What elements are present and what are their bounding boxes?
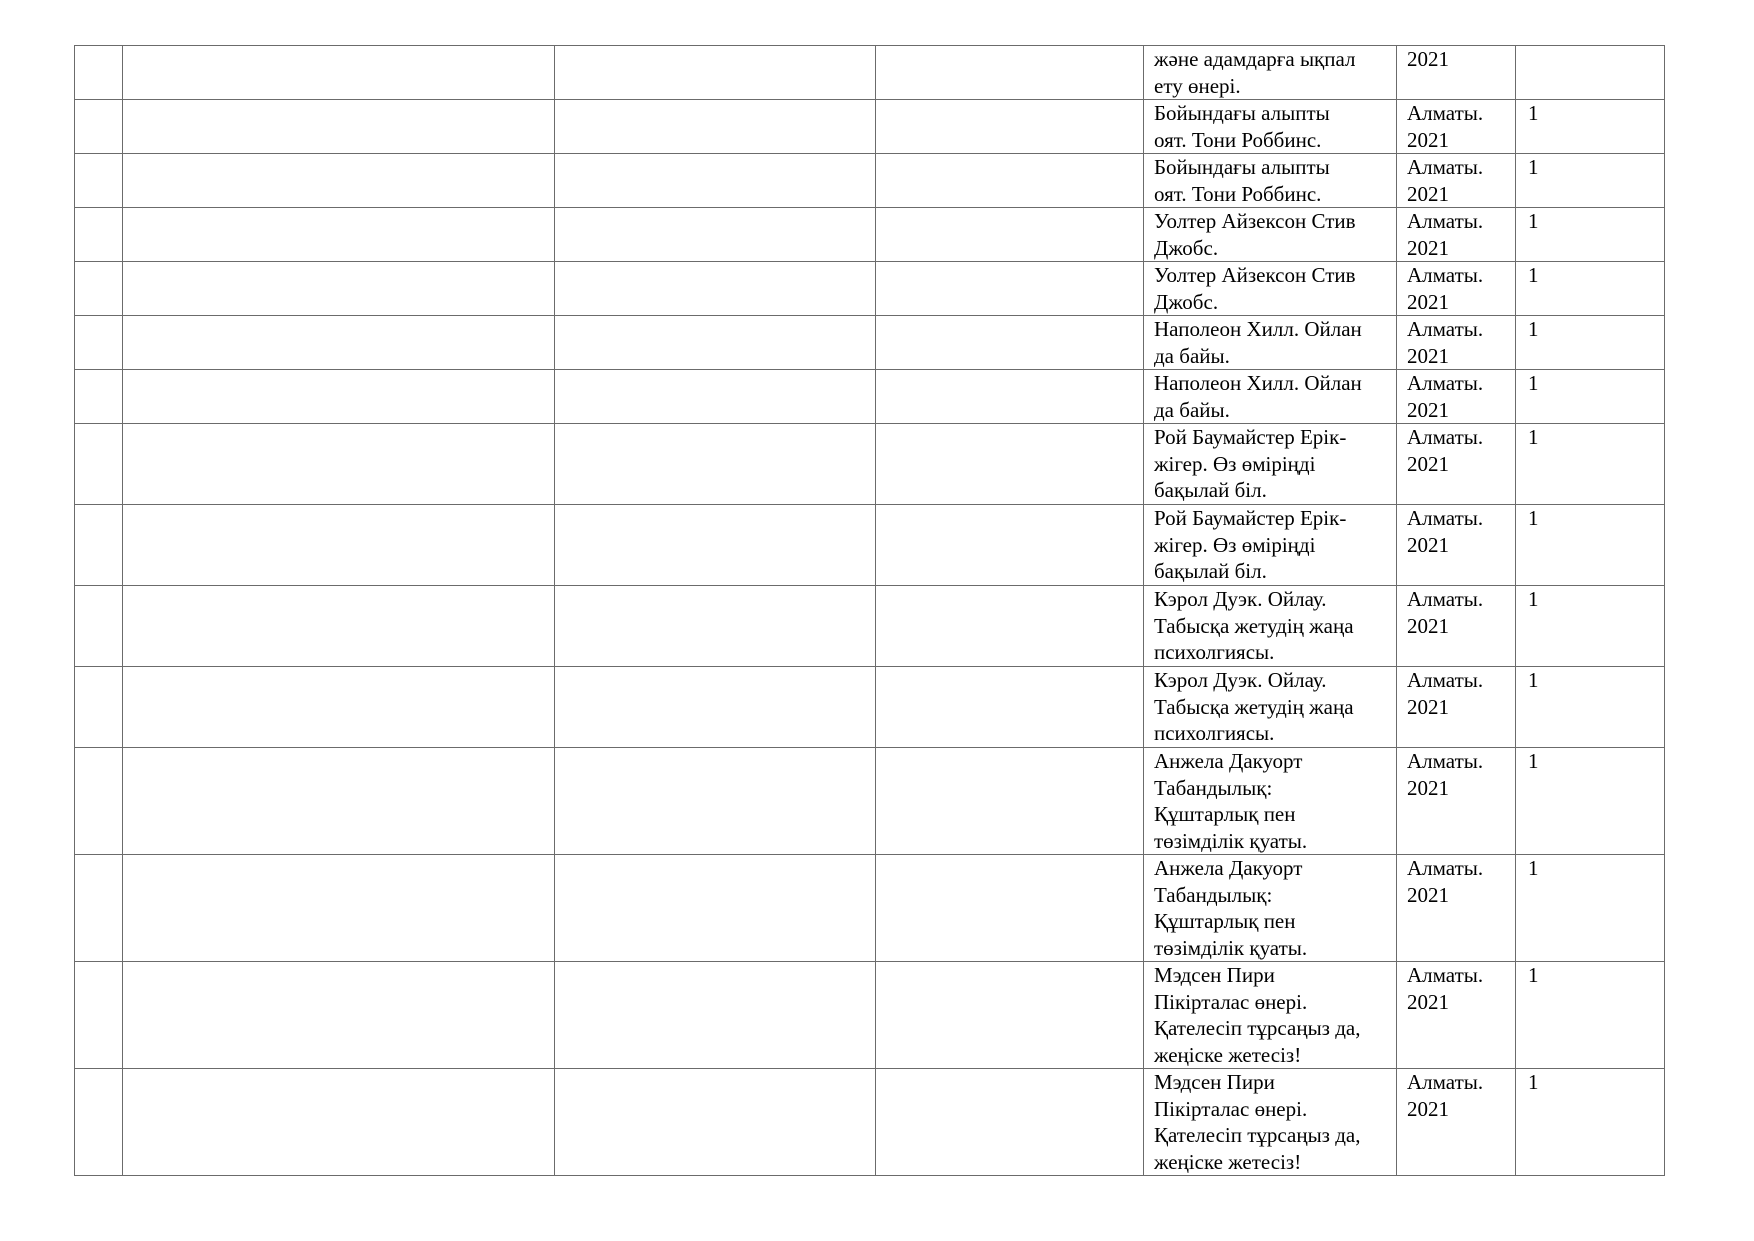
number-cell bbox=[75, 262, 123, 316]
table-row bbox=[75, 46, 1665, 100]
book-title-cell bbox=[1144, 586, 1397, 667]
publisher-year: Алматы. 2021 bbox=[1407, 317, 1484, 368]
empty-cell-2 bbox=[555, 748, 876, 855]
quantity: 1 bbox=[1528, 749, 1539, 773]
publisher-cell bbox=[1397, 505, 1516, 586]
book-title-cell bbox=[1144, 748, 1397, 855]
publisher-year: Алматы. 2021 bbox=[1407, 963, 1484, 1014]
empty-cell-1 bbox=[123, 370, 555, 424]
quantity: 1 bbox=[1528, 587, 1539, 611]
number-cell bbox=[75, 100, 123, 154]
number-cell bbox=[75, 855, 123, 962]
publisher-cell bbox=[1397, 316, 1516, 370]
empty-cell-3 bbox=[876, 586, 1144, 667]
publisher-year: Алматы. 2021 bbox=[1407, 425, 1484, 476]
book-title: Уолтер Айзексон Стив Джобс. bbox=[1154, 263, 1356, 314]
book-title: Анжела Дакуорт Табандылық: Құштарлық пен төзімділік қуаты. bbox=[1154, 749, 1308, 853]
empty-cell-1 bbox=[123, 100, 555, 154]
number-cell bbox=[75, 1069, 123, 1176]
book-title: Наполеон Хилл. Ойлан да байы. bbox=[1154, 371, 1362, 422]
book-title-cell bbox=[1144, 154, 1397, 208]
empty-cell-3 bbox=[876, 154, 1144, 208]
quantity: 1 bbox=[1528, 101, 1539, 125]
quantity: 1 bbox=[1528, 155, 1539, 179]
quantity-cell bbox=[1516, 1069, 1665, 1176]
quantity: 1 bbox=[1528, 317, 1539, 341]
book-title-cell bbox=[1144, 424, 1397, 505]
book-title: Уолтер Айзексон Стив Джобс. bbox=[1154, 209, 1356, 260]
empty-cell-1 bbox=[123, 316, 555, 370]
quantity-cell bbox=[1516, 316, 1665, 370]
empty-cell-1 bbox=[123, 208, 555, 262]
empty-cell-3 bbox=[876, 748, 1144, 855]
table-row bbox=[75, 316, 1665, 370]
empty-cell-2 bbox=[555, 667, 876, 748]
quantity-cell bbox=[1516, 262, 1665, 316]
number-cell bbox=[75, 316, 123, 370]
book-title: Бойындағы алыпты оят. Тони Роббинс. bbox=[1154, 155, 1330, 206]
publisher-year: Алматы. 2021 bbox=[1407, 587, 1484, 638]
quantity-cell bbox=[1516, 667, 1665, 748]
book-title: Кэрол Дуэк. Ойлау. Табысқа жетудің жаңа психолгиясы. bbox=[1154, 668, 1354, 745]
empty-cell-1 bbox=[123, 586, 555, 667]
publisher-cell bbox=[1397, 370, 1516, 424]
table-row bbox=[75, 667, 1665, 748]
publisher-cell bbox=[1397, 586, 1516, 667]
quantity-cell bbox=[1516, 586, 1665, 667]
quantity: 1 bbox=[1528, 263, 1539, 287]
publisher-year: Алматы. 2021 bbox=[1407, 856, 1484, 907]
quantity: 1 bbox=[1528, 506, 1539, 530]
number-cell bbox=[75, 208, 123, 262]
number-cell bbox=[75, 46, 123, 100]
book-title: Бойындағы алыпты оят. Тони Роббинс. bbox=[1154, 101, 1330, 152]
publisher-cell bbox=[1397, 262, 1516, 316]
empty-cell-2 bbox=[555, 1069, 876, 1176]
empty-cell-1 bbox=[123, 748, 555, 855]
table-row bbox=[75, 586, 1665, 667]
number-cell bbox=[75, 748, 123, 855]
book-title-cell bbox=[1144, 370, 1397, 424]
table-row bbox=[75, 855, 1665, 962]
quantity-cell bbox=[1516, 962, 1665, 1069]
empty-cell-3 bbox=[876, 1069, 1144, 1176]
empty-cell-1 bbox=[123, 667, 555, 748]
number-cell bbox=[75, 586, 123, 667]
book-title: Анжела Дакуорт Табандылық: Құштарлық пен төзімділік қуаты. bbox=[1154, 856, 1308, 960]
number-cell bbox=[75, 154, 123, 208]
empty-cell-1 bbox=[123, 154, 555, 208]
table-row bbox=[75, 748, 1665, 855]
publisher-year: Алматы. 2021 bbox=[1407, 155, 1484, 206]
book-title: Рой Баумайстер Ерік- жігер. Өз өміріңді бақылай біл. bbox=[1154, 425, 1347, 502]
empty-cell-2 bbox=[555, 316, 876, 370]
quantity-cell bbox=[1516, 505, 1665, 586]
quantity: 1 bbox=[1528, 209, 1539, 233]
empty-cell-1 bbox=[123, 46, 555, 100]
table-row bbox=[75, 100, 1665, 154]
number-cell bbox=[75, 962, 123, 1069]
empty-cell-3 bbox=[876, 316, 1144, 370]
empty-cell-1 bbox=[123, 505, 555, 586]
book-title-cell bbox=[1144, 1069, 1397, 1176]
empty-cell-2 bbox=[555, 208, 876, 262]
empty-cell-2 bbox=[555, 855, 876, 962]
publisher-cell bbox=[1397, 1069, 1516, 1176]
empty-cell-1 bbox=[123, 1069, 555, 1176]
book-title-cell bbox=[1144, 855, 1397, 962]
quantity: 1 bbox=[1528, 668, 1539, 692]
publisher-year: Алматы. 2021 bbox=[1407, 668, 1484, 719]
publisher-cell bbox=[1397, 424, 1516, 505]
publisher-cell bbox=[1397, 667, 1516, 748]
publisher-cell bbox=[1397, 962, 1516, 1069]
empty-cell-1 bbox=[123, 424, 555, 505]
empty-cell-3 bbox=[876, 855, 1144, 962]
empty-cell-3 bbox=[876, 208, 1144, 262]
quantity: 1 bbox=[1528, 425, 1539, 449]
book-title: Кэрол Дуэк. Ойлау. Табысқа жетудің жаңа психолгиясы. bbox=[1154, 587, 1354, 664]
table-row bbox=[75, 208, 1665, 262]
number-cell bbox=[75, 424, 123, 505]
empty-cell-2 bbox=[555, 100, 876, 154]
book-title-cell bbox=[1144, 208, 1397, 262]
empty-cell-3 bbox=[876, 962, 1144, 1069]
book-title: Мэдсен Пири Пікірталас өнері. Қателесіп тұрсаңыз да, жеңіске жетесіз! bbox=[1154, 1070, 1361, 1174]
quantity-cell bbox=[1516, 46, 1665, 100]
empty-cell-3 bbox=[876, 262, 1144, 316]
publisher-year: Алматы. 2021 bbox=[1407, 749, 1484, 800]
empty-cell-3 bbox=[876, 424, 1144, 505]
publisher-year: 2021 bbox=[1407, 47, 1449, 71]
publisher-year: Алматы. 2021 bbox=[1407, 101, 1484, 152]
table-row bbox=[75, 505, 1665, 586]
quantity: 1 bbox=[1528, 856, 1539, 880]
empty-cell-2 bbox=[555, 46, 876, 100]
book-title-cell bbox=[1144, 667, 1397, 748]
empty-cell-2 bbox=[555, 962, 876, 1069]
quantity: 1 bbox=[1528, 963, 1539, 987]
publisher-year: Алматы. 2021 bbox=[1407, 209, 1484, 260]
empty-cell-1 bbox=[123, 855, 555, 962]
table-row bbox=[75, 370, 1665, 424]
publisher-year: Алматы. 2021 bbox=[1407, 371, 1484, 422]
book-title-cell bbox=[1144, 505, 1397, 586]
number-cell bbox=[75, 370, 123, 424]
table-row bbox=[75, 1069, 1665, 1176]
publisher-cell bbox=[1397, 100, 1516, 154]
publisher-cell bbox=[1397, 154, 1516, 208]
publisher-year: Алматы. 2021 bbox=[1407, 506, 1484, 557]
table-row bbox=[75, 154, 1665, 208]
publisher-cell bbox=[1397, 208, 1516, 262]
quantity-cell bbox=[1516, 208, 1665, 262]
empty-cell-3 bbox=[876, 505, 1144, 586]
empty-cell-2 bbox=[555, 154, 876, 208]
quantity-cell bbox=[1516, 748, 1665, 855]
publisher-cell bbox=[1397, 748, 1516, 855]
quantity-cell bbox=[1516, 424, 1665, 505]
book-title-cell bbox=[1144, 962, 1397, 1069]
quantity-cell bbox=[1516, 154, 1665, 208]
empty-cell-3 bbox=[876, 370, 1144, 424]
quantity: 1 bbox=[1528, 1070, 1539, 1094]
empty-cell-2 bbox=[555, 424, 876, 505]
quantity-cell bbox=[1516, 370, 1665, 424]
book-title-cell bbox=[1144, 46, 1397, 100]
empty-cell-2 bbox=[555, 262, 876, 316]
publisher-cell bbox=[1397, 46, 1516, 100]
publisher-cell bbox=[1397, 855, 1516, 962]
book-title: Наполеон Хилл. Ойлан да байы. bbox=[1154, 317, 1362, 368]
book-title-cell bbox=[1144, 100, 1397, 154]
book-title-cell bbox=[1144, 262, 1397, 316]
empty-cell-2 bbox=[555, 370, 876, 424]
quantity-cell bbox=[1516, 100, 1665, 154]
table-row bbox=[75, 962, 1665, 1069]
book-title: Рой Баумайстер Ерік- жігер. Өз өміріңді бақылай біл. bbox=[1154, 506, 1347, 583]
number-cell bbox=[75, 667, 123, 748]
book-title: және адамдарға ықпал ету өнері. bbox=[1154, 47, 1356, 98]
number-cell bbox=[75, 505, 123, 586]
quantity: 1 bbox=[1528, 371, 1539, 395]
empty-cell-3 bbox=[876, 100, 1144, 154]
table-body bbox=[75, 46, 1665, 1176]
empty-cell-3 bbox=[876, 667, 1144, 748]
empty-cell-1 bbox=[123, 262, 555, 316]
empty-cell-3 bbox=[876, 46, 1144, 100]
publisher-year: Алматы. 2021 bbox=[1407, 1070, 1484, 1121]
table-row bbox=[75, 424, 1665, 505]
table-row bbox=[75, 262, 1665, 316]
book-list-table bbox=[74, 45, 1665, 1176]
empty-cell-2 bbox=[555, 505, 876, 586]
book-title: Мэдсен Пири Пікірталас өнері. Қателесіп тұрсаңыз да, жеңіске жетесіз! bbox=[1154, 963, 1361, 1067]
quantity-cell bbox=[1516, 855, 1665, 962]
empty-cell-1 bbox=[123, 962, 555, 1069]
publisher-year: Алматы. 2021 bbox=[1407, 263, 1484, 314]
empty-cell-2 bbox=[555, 586, 876, 667]
book-title-cell bbox=[1144, 316, 1397, 370]
